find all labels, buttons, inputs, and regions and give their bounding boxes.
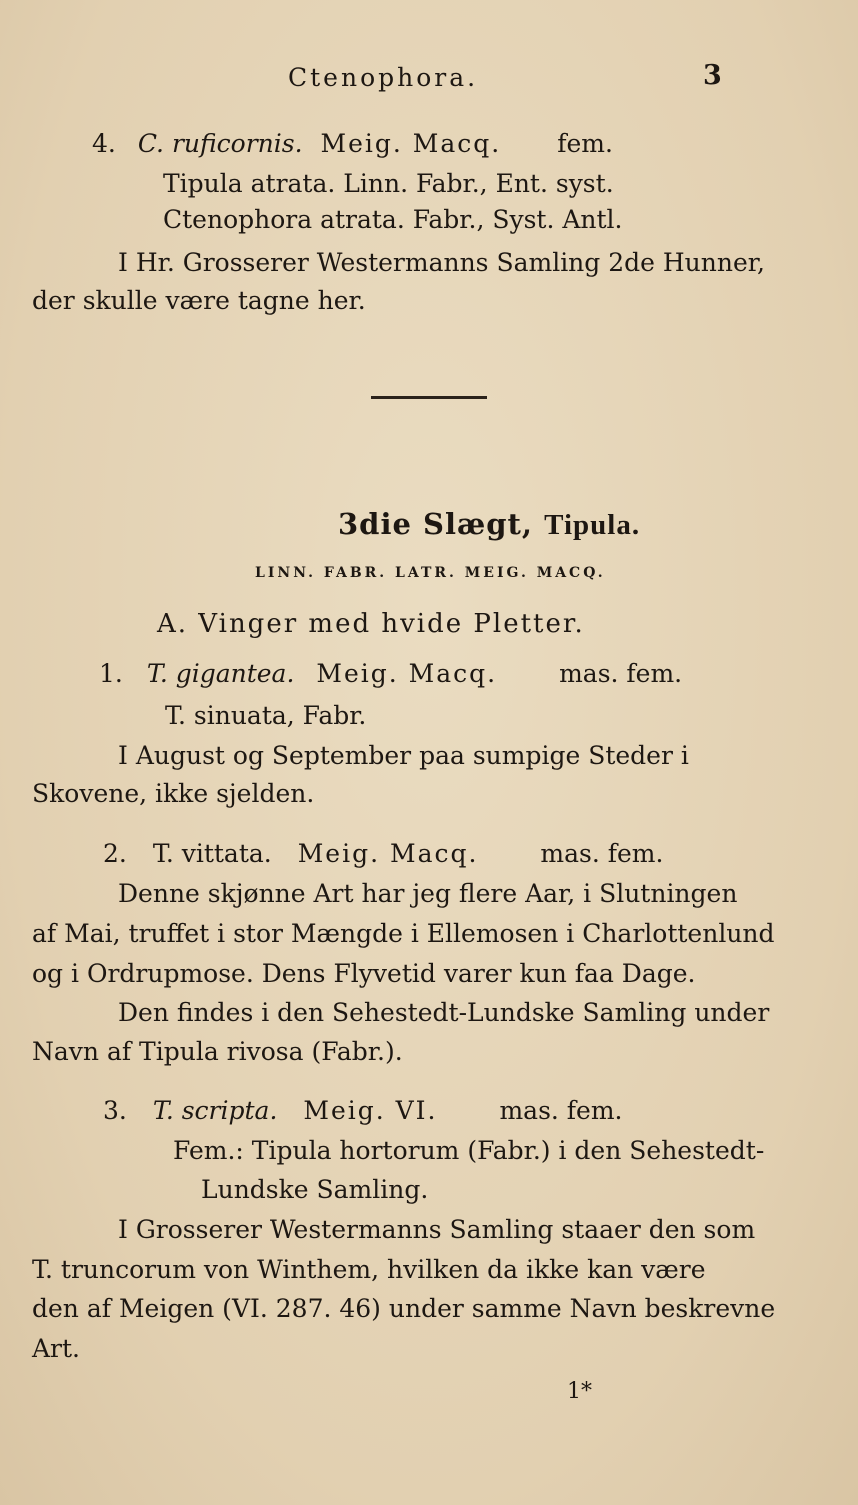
entry-2-text-line-2: af Mai, truffet i stor Mængde i Ellemosen i Charlottenlund	[32, 919, 775, 948]
entry-2-text-line-1: Denne skjønne Art har jeg flere Aar, i Slutningen	[118, 879, 738, 908]
printer-signature-mark: 1*	[567, 1379, 592, 1404]
page-number: 3	[703, 60, 722, 91]
species-name: C. ruficornis.	[137, 129, 303, 158]
entry-2-heading	[103, 838, 663, 870]
running-header-title: Ctenophora.	[288, 63, 479, 92]
entry-1-text-line-1: I August og September paa sumpige Steder i	[118, 741, 689, 770]
entry-1-synonym-1: T. sinuata, Fabr.	[165, 701, 367, 730]
entry-3-text-line-6: Art.	[32, 1334, 80, 1363]
entry-number: 1.	[99, 659, 123, 688]
species-sex: mas. fem.	[540, 839, 664, 868]
entry-3-text-line-3: I Grosserer Westermanns Samling staaer den som	[118, 1215, 756, 1244]
entry-1-text-line-2: Skovene, ikke sjelden.	[32, 779, 315, 808]
species-sex: mas. fem.	[499, 1096, 623, 1125]
entry-number: 2.	[103, 839, 127, 868]
genus-heading-name: Tipula.	[544, 509, 641, 541]
species-name: T. scripta.	[152, 1096, 278, 1125]
genus-authors: LINN. FABR. LATR. MEIG. MACQ.	[255, 565, 606, 581]
entry-4-synonym-1: Tipula atrata. Linn. Fabr., Ent. syst.	[163, 169, 614, 198]
species-sex: fem.	[557, 129, 613, 158]
genus-heading	[338, 508, 640, 541]
entry-3-text-line-2: Lundske Samling.	[201, 1175, 429, 1204]
entry-4-text-line-1: I Hr. Grosserer Westermanns Samling 2de Hunner,	[118, 248, 765, 277]
species-name: T. vittata.	[152, 839, 272, 868]
genus-heading-prefix: 3die Slægt,	[338, 507, 534, 541]
species-sex: mas. fem.	[559, 659, 683, 688]
section-divider	[371, 396, 487, 399]
entry-4-heading	[92, 128, 613, 160]
entry-2-text-line-4: Den findes i den Sehestedt-Lundske Samling under	[118, 998, 770, 1027]
subsection-heading: A. Vinger med hvide Pletter.	[157, 609, 585, 639]
species-authors: Meig. Macq.	[316, 659, 498, 688]
entry-number: 3.	[103, 1096, 127, 1125]
entry-4-text-line-2: der skulle være tagne her.	[32, 286, 366, 315]
entry-3-text-line-4: T. truncorum von Winthem, hvilken da ikke kan være	[32, 1255, 706, 1284]
entry-3-text-line-5: den af Meigen (VI. 287. 46) under samme Navn beskrevne	[32, 1294, 776, 1323]
species-authors: Meig. Macq.	[297, 839, 479, 868]
entry-number: 4.	[92, 129, 116, 158]
species-authors: Meig. VI.	[303, 1096, 438, 1125]
entry-1-heading	[99, 658, 682, 690]
species-authors: Meig. Macq.	[320, 129, 502, 158]
entry-3-text-line-1: Fem.: Tipula hortorum (Fabr.) i den Sehestedt-	[173, 1136, 765, 1165]
entry-2-text-line-5: Navn af Tipula rivosa (Fabr.).	[32, 1037, 403, 1066]
entry-4-synonym-2: Ctenophora atrata. Fabr., Syst. Antl.	[163, 205, 623, 234]
entry-3-heading	[103, 1095, 623, 1127]
entry-2-text-line-3: og i Ordrupmose. Dens Flyvetid varer kun faa Dage.	[32, 959, 696, 988]
species-name: T. gigantea.	[146, 659, 295, 688]
